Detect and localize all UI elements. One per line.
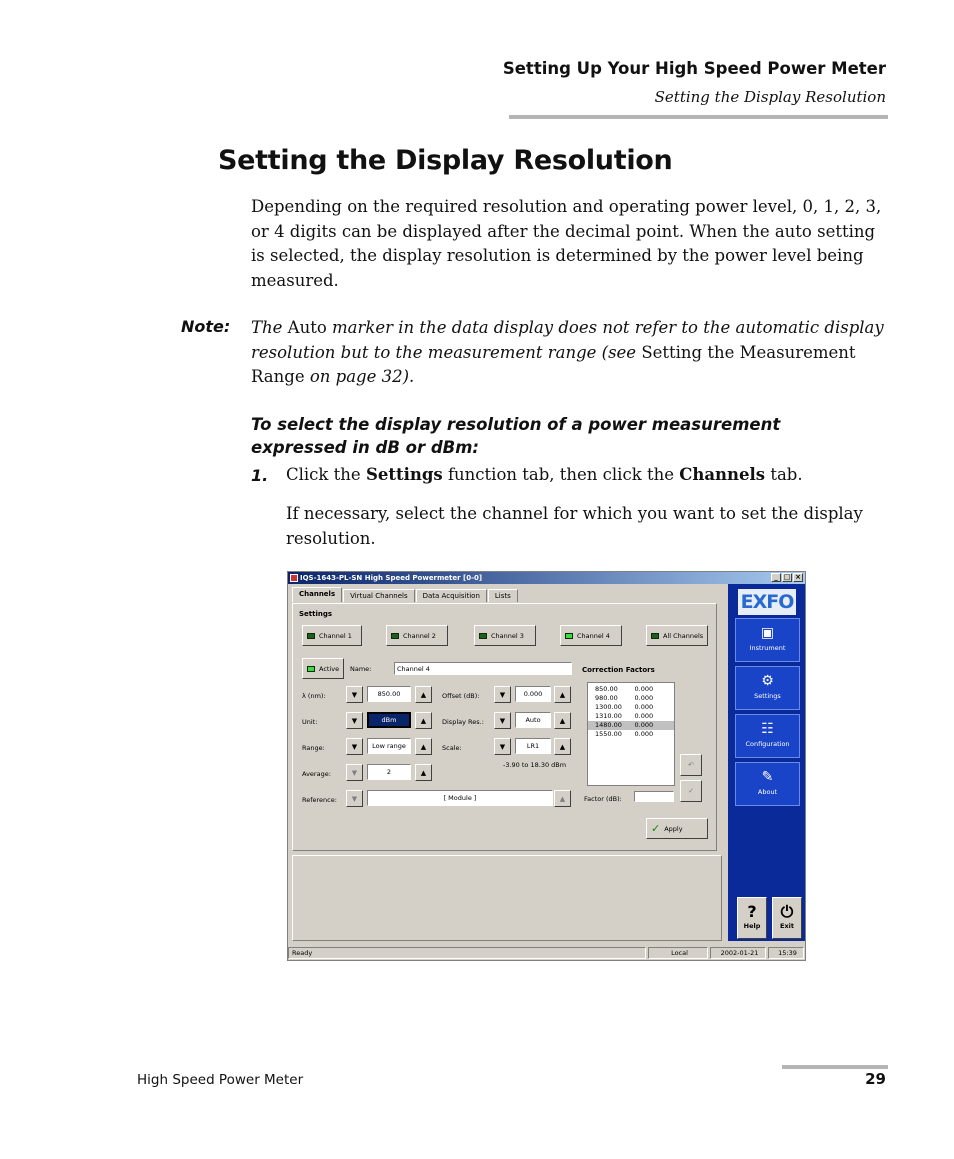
range-info: -3.90 to 18.30 dBm (503, 761, 567, 769)
exit-button[interactable]: ⏻ Exit (772, 897, 802, 939)
list-item[interactable]: 1550.00 0.000 (595, 730, 654, 738)
button-label: Channel 2 (403, 631, 436, 640)
display-res-label: Display Res.: (442, 718, 484, 726)
running-header-title: Setting Up Your High Speed Power Meter (502, 59, 886, 78)
display-res-field[interactable]: Auto (515, 712, 551, 728)
correction-factors-label: Correction Factors (582, 666, 655, 674)
help-button[interactable]: ? Help (737, 897, 767, 939)
average-up-button[interactable]: ▲ (415, 764, 432, 781)
status-bar (288, 946, 805, 960)
help-icon: ? (747, 902, 757, 921)
step-part: Click the (286, 465, 361, 484)
sidebar-item-settings[interactable]: ⚙ Settings (735, 666, 800, 710)
status-state: Ready (288, 947, 646, 959)
header-rule (509, 115, 888, 119)
step-part: tab. (770, 465, 803, 484)
power-icon: ⏻ (780, 902, 794, 921)
button-label: Apply (664, 824, 683, 833)
tab-lists[interactable]: Lists (488, 589, 518, 602)
average-field[interactable]: 2 (367, 764, 411, 780)
range-up-button[interactable]: ▲ (415, 738, 432, 755)
tab-channels[interactable]: Channels (292, 587, 342, 602)
tab-data-acquisition[interactable]: Data Acquisition (416, 589, 487, 602)
check-icon: ✓ (651, 822, 661, 835)
wavelength-field[interactable]: 850.00 (367, 686, 411, 702)
sidebar-item-configuration[interactable]: ☷ Configuration (735, 714, 800, 758)
wavelength-up-button[interactable]: ▲ (415, 686, 432, 703)
led-icon (391, 633, 399, 639)
active-toggle[interactable] (302, 658, 344, 679)
button-label: Channel 3 (491, 631, 524, 640)
unit-label: Unit: (302, 718, 318, 726)
button-label: Active (319, 664, 340, 673)
footer-title: High Speed Power Meter (137, 1072, 304, 1088)
scale-field[interactable]: LR1 (515, 738, 551, 754)
running-header-section: Setting the Display Resolution (654, 88, 886, 106)
correction-factors-list[interactable] (587, 682, 675, 786)
led-icon (307, 666, 315, 672)
step-text (286, 465, 803, 484)
note-part: on page 32). (309, 367, 415, 387)
close-icon[interactable]: × (793, 573, 803, 582)
average-down-button[interactable]: ▼ (346, 764, 363, 781)
average-label: Average: (302, 770, 331, 778)
app-icon (290, 574, 298, 582)
settings-icon: ⚙ (761, 673, 774, 689)
step-ui-term: Settings (365, 465, 443, 484)
display-res-down-button[interactable]: ▼ (494, 712, 511, 729)
scale-down-button[interactable]: ▼ (494, 738, 511, 755)
scale-up-button[interactable]: ▲ (554, 738, 571, 755)
page-title: Setting the Display Resolution (218, 145, 673, 176)
intro-paragraph: Depending on the required resolution and operating power level, 0, 1, 2, 3, or 4 digits can be displayed after the decimal point. When the auto setting is selected, the display resolution is determined by the power level being measured. (251, 197, 882, 291)
offset-label: Offset (dB): (442, 692, 480, 700)
note-label: Note: (181, 317, 231, 336)
page-number: 29 (865, 1070, 886, 1088)
undo-icon[interactable]: ↶ (680, 754, 702, 776)
list-item[interactable]: 850.00 0.000 (595, 685, 654, 693)
offset-down-button[interactable]: ▼ (494, 686, 511, 703)
button-label: Channel 1 (319, 631, 352, 640)
note-marker: Auto (287, 318, 327, 337)
app-screenshot (287, 571, 806, 961)
wavelength-down-button[interactable]: ▼ (346, 686, 363, 703)
tab-virtual-channels[interactable]: Virtual Channels (343, 589, 414, 602)
list-item[interactable]: 1300.00 0.000 (595, 703, 654, 711)
lower-panel (292, 855, 722, 941)
factor-label: Factor (dB): (584, 795, 622, 803)
note-part: The (251, 318, 283, 337)
reference-down-button[interactable]: ▼ (346, 790, 363, 807)
reference-label: Reference: (302, 796, 337, 804)
factor-field[interactable] (634, 791, 674, 802)
led-icon (479, 633, 487, 639)
step-number: 1. (251, 466, 269, 485)
channel-2-button[interactable] (386, 625, 448, 646)
footer-rule (782, 1065, 888, 1069)
sidebar-item-instrument[interactable]: ▣ Instrument (735, 618, 800, 662)
configuration-icon: ☷ (761, 721, 774, 737)
wavelength-label: λ (nm): (302, 692, 326, 700)
about-icon: ✎ (761, 769, 774, 785)
list-item[interactable]: 980.00 0.000 (595, 694, 654, 702)
exfo-logo: EXFO (738, 589, 796, 615)
unit-down-button[interactable]: ▼ (346, 712, 363, 729)
minimize-icon[interactable]: _ (771, 573, 781, 582)
step-ui-term: Channels (679, 465, 766, 484)
sidebar-item-about[interactable]: ✎ About (735, 762, 800, 806)
channel-3-button[interactable] (474, 625, 536, 646)
name-label: Name: (350, 665, 372, 673)
status-time: 15:39 (768, 947, 804, 959)
window-titlebar (288, 572, 805, 584)
step-part: function tab, then click the (447, 465, 674, 484)
unit-up-button[interactable]: ▲ (415, 712, 432, 729)
procedure-title: To select the display resolution of a power measurement expressed in dB or dBm: (251, 415, 781, 457)
window-title: IQS-1643-PL-SN High Speed Powermeter [0-0] (300, 574, 483, 582)
scale-label: Scale: (442, 744, 462, 752)
offset-field[interactable]: 0.000 (515, 686, 551, 702)
step-detail: If necessary, select the channel for which you want to set the display resolution. (286, 504, 863, 548)
range-field[interactable]: Low range (367, 738, 411, 754)
channel-4-button[interactable] (560, 625, 622, 646)
instrument-icon: ▣ (760, 625, 775, 641)
led-icon (651, 633, 659, 639)
status-date: 2002-01-21 (710, 947, 766, 959)
note-text (251, 316, 888, 390)
led-icon (565, 633, 573, 639)
range-label: Range: (302, 744, 325, 752)
unit-field[interactable]: dBm (367, 712, 411, 728)
display-res-up-button[interactable]: ▲ (554, 712, 571, 729)
button-label: Channel 4 (577, 631, 610, 640)
list-item[interactable]: 1480.00 0.000 (588, 721, 674, 730)
offset-up-button[interactable]: ▲ (554, 686, 571, 703)
range-down-button[interactable]: ▼ (346, 738, 363, 755)
reference-field[interactable]: [ Module ] (367, 790, 553, 806)
led-icon (307, 633, 315, 639)
note-part: marker in the data display does not refer to the automatic display resolution but to the measurement range (see (251, 318, 884, 362)
name-field[interactable]: Channel 4 (394, 662, 572, 675)
status-mode: Local (648, 947, 708, 959)
all-channels-button[interactable] (646, 625, 708, 646)
list-item[interactable]: 1310.00 0.000 (595, 712, 654, 720)
note-xref[interactable]: Setting the Measurement Range (251, 342, 856, 387)
apply-button[interactable] (646, 818, 708, 839)
channel-1-button[interactable] (302, 625, 362, 646)
check-icon[interactable]: ✓ (680, 780, 702, 802)
button-label: All Channels (663, 631, 704, 640)
reference-up-button[interactable]: ▲ (554, 790, 571, 807)
settings-group-label: Settings (299, 610, 333, 618)
maximize-icon[interactable]: □ (783, 573, 791, 581)
